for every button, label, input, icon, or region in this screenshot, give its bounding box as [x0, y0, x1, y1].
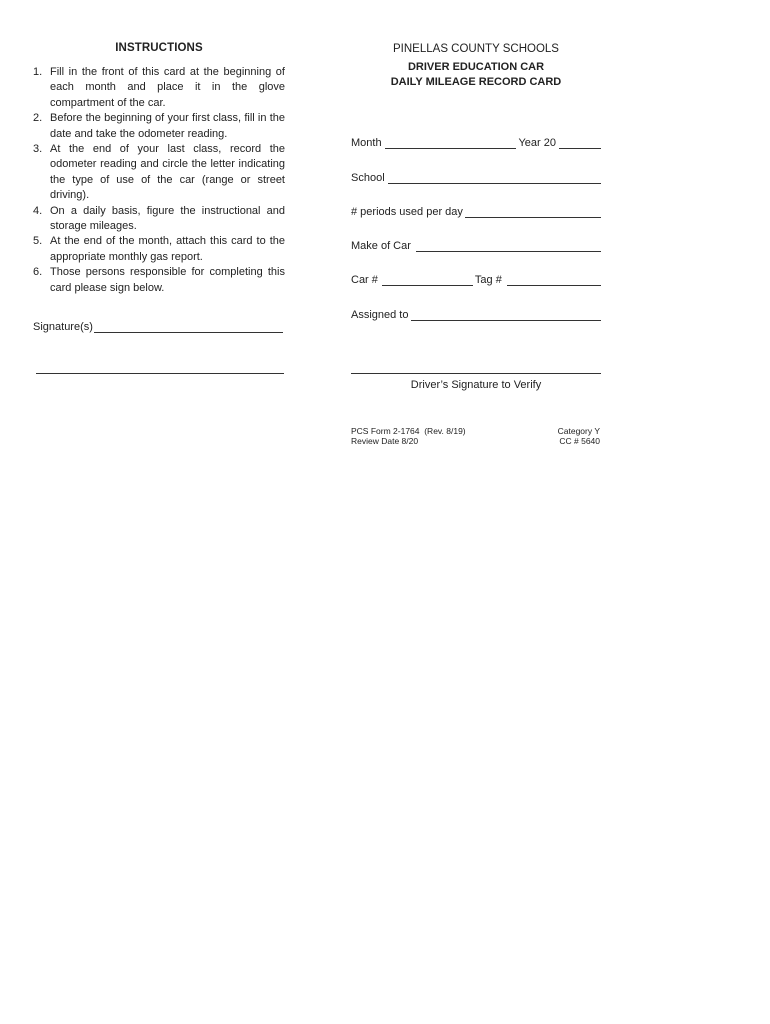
review-date: Review Date 8/20 — [351, 436, 419, 446]
instruction-text: On a daily basis, figure the instructional and storage mileages. — [50, 204, 285, 233]
org-name: PINELLAS COUNTY SCHOOLS — [393, 43, 559, 55]
instruction-item — [33, 265, 285, 296]
car-num-label: Car # — [351, 274, 378, 286]
signature-line-2[interactable] — [36, 373, 284, 374]
assigned-field[interactable] — [411, 309, 601, 321]
school-row — [351, 172, 601, 184]
tag-num-label: Tag # — [474, 274, 502, 286]
driver-signature-line[interactable] — [351, 373, 601, 374]
instructions-panel — [33, 42, 285, 333]
signature-line[interactable] — [94, 321, 283, 333]
make-label: Make of Car — [351, 240, 411, 252]
card-panel — [351, 42, 601, 446]
instruction-number: 1. — [33, 66, 43, 78]
form-number: PCS Form 2-1764 (Rev. 8/19) — [351, 426, 466, 436]
card-title-line2: DAILY MILEAGE RECORD CARD — [390, 76, 562, 88]
make-field[interactable] — [416, 240, 601, 252]
instruction-item — [33, 234, 285, 265]
car-tag-row — [351, 274, 601, 286]
assigned-row — [351, 309, 601, 321]
instruction-number: 6. — [33, 266, 43, 279]
instruction-number: 2. — [33, 112, 43, 125]
year-label: Year 20 — [518, 137, 556, 149]
instructions-title: INSTRUCTIONS — [115, 42, 203, 54]
school-label: School — [351, 172, 385, 184]
instruction-item — [33, 111, 285, 142]
card-title-line1: DRIVER EDUCATION CAR — [407, 61, 545, 73]
cc-number: CC # 5640 — [559, 436, 600, 446]
form-info — [351, 426, 466, 446]
instruction-text: At the end of the month, attach this card to the appropriate monthly gas report. — [50, 235, 285, 263]
instruction-number: 4. — [33, 204, 43, 217]
periods-field[interactable] — [465, 206, 601, 218]
car-num-field[interactable] — [382, 274, 473, 286]
signature-label: Signature(s) — [33, 321, 93, 333]
instruction-text: Fill in the front of this card at the beginning of each month and place it in the glove compartment of the car. — [50, 66, 285, 109]
periods-row — [351, 206, 601, 218]
instruction-text: Before the beginning of your first class, fill in the date and take the odometer reading. — [50, 112, 285, 140]
instruction-number: 3. — [33, 143, 43, 156]
category-info — [558, 426, 600, 446]
instruction-text: At the end of your last class, record the odometer reading and circle the letter indicating the type of use of the car (range or street driving). — [50, 143, 285, 202]
instruction-number: 5. — [33, 235, 43, 248]
month-field[interactable] — [385, 137, 517, 149]
instruction-text: Those persons responsible for completing this card please sign below. — [50, 266, 285, 294]
instruction-item — [33, 65, 285, 111]
year-field[interactable] — [559, 137, 601, 149]
tag-num-field[interactable] — [507, 274, 601, 286]
school-field[interactable] — [388, 172, 601, 184]
driver-signature-label: Driver’s Signature to Verify — [410, 379, 542, 391]
instructions-list — [33, 65, 285, 296]
periods-label: # periods used per day — [351, 206, 463, 218]
assigned-label: Assigned to — [351, 309, 409, 321]
month-year-row — [351, 137, 601, 149]
make-row — [351, 240, 601, 252]
instruction-item — [33, 204, 285, 235]
instruction-item — [33, 142, 285, 204]
signature-row — [33, 321, 283, 333]
month-label: Month — [351, 137, 382, 149]
category: Category Y — [557, 426, 600, 436]
